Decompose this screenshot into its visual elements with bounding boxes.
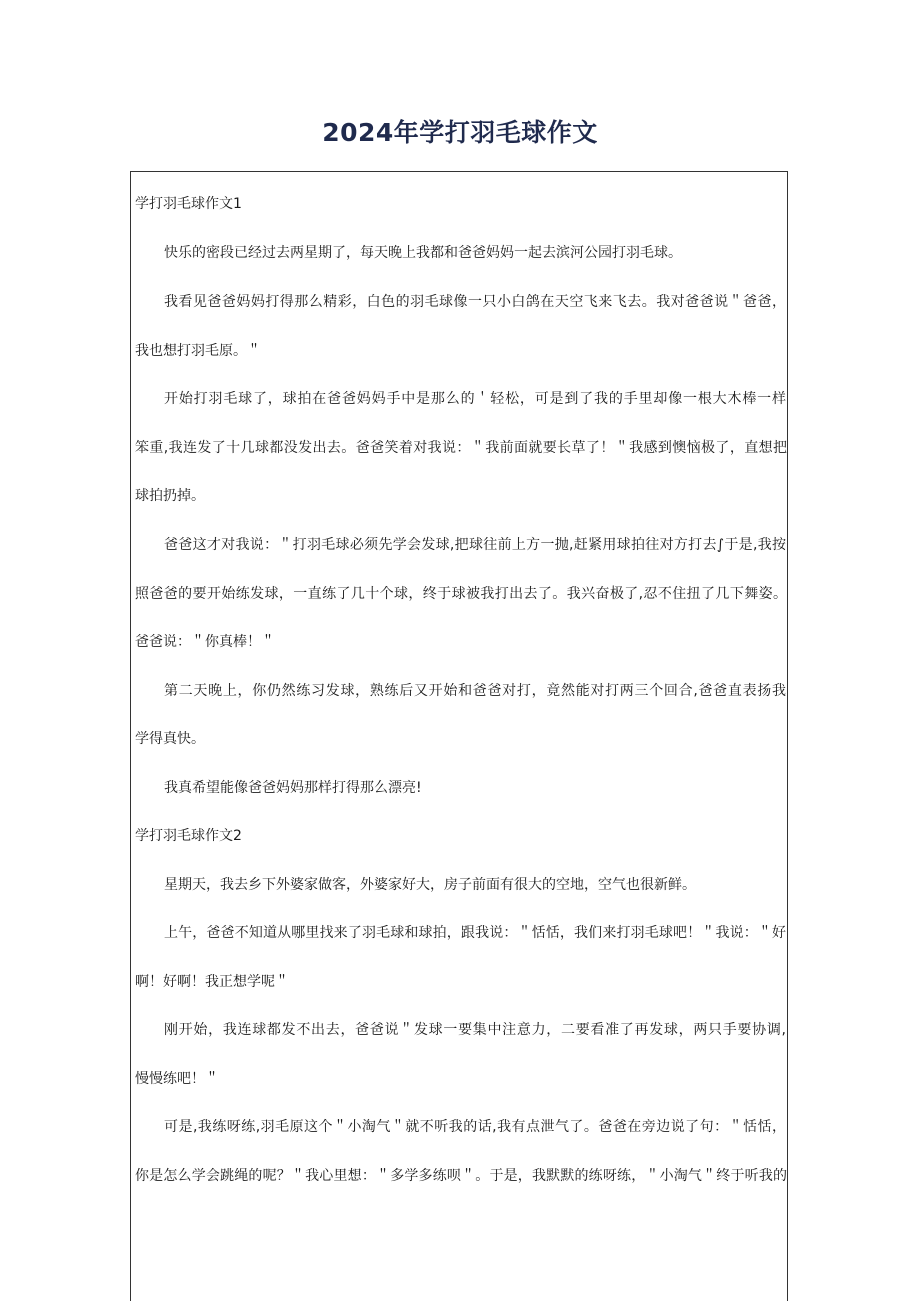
paragraph-line: 笨重,我连发了十几球都没发出去。爸爸笑着对我说：＂我前面就要长草了！＂我感到懊恼极了，直想把 <box>135 440 787 456</box>
paragraph-line: 第二天晚上，你仍然练习发球，熟练后又开始和爸爸对打，竟然能对打两三个回合,爸爸直表扬我 <box>164 683 786 699</box>
section-heading: 学打羽毛球作文2 <box>135 828 242 844</box>
paragraph-line: 刚开始，我连球都发不出去，爸爸说＂发球一要集中注意力，二要看准了再发球，两只手要协调, <box>164 1022 786 1038</box>
document-title: 2024年学打羽毛球作文 <box>322 118 598 147</box>
paragraph-line: 啊！好啊！我正想学呢＂ <box>135 974 289 990</box>
paragraph-line: 爸爸这才对我说：＂打羽毛球必须先学会发球,把球往前上方一抛,赶紧用球拍往对方打去∫于是,我按 <box>164 537 786 553</box>
paragraph-line: 开始打羽毛球了，球拍在爸爸妈妈手中是那么的＇轻松，可是到了我的手里却像一根大木棒一样 <box>164 391 786 407</box>
paragraph-line: 爸爸说：＂你真棒！＂ <box>135 634 275 650</box>
section-heading: 学打羽毛球作文1 <box>135 196 242 212</box>
paragraph-line: 照爸爸的要开始练发球，一直练了几十个球，终于球被我打出去了。我兴奋极了,忍不住扭了几下舞姿。 <box>135 586 787 602</box>
paragraph-line: 我也想打羽毛原。＂ <box>135 343 261 359</box>
paragraph-line: 慢慢练吧！＂ <box>135 1071 219 1087</box>
paragraph-line: 学得真快。 <box>135 731 205 747</box>
paragraph-line: 我看见爸爸妈妈打得那么精彩，白色的羽毛球像一只小白鸽在天空飞来飞去。我对爸爸说＂爸爸， <box>164 294 786 310</box>
paragraph-line: 快乐的密段已经过去两星期了，每天晚上我都和爸爸妈妈一起去滨河公园打羽毛球。 <box>164 245 682 261</box>
paragraph-line: 星期天，我去乡下外婆家做客，外婆家好大，房子前面有很大的空地，空气也很新鲜。 <box>164 877 696 893</box>
paragraph-line: 上午，爸爸不知道从哪里找来了羽毛球和球拍，跟我说：＂恬恬，我们来打羽毛球吧！＂我说：＂好 <box>164 925 786 941</box>
paragraph-line: 你是怎么学会跳绳的呢？＂我心里想：＂多学多练呗＂。于是，我默默的练呀练，＂小淘气＂终于听我的 <box>135 1168 787 1184</box>
paragraph-line: 球拍扔掉。 <box>135 488 205 504</box>
paragraph-line: 可是,我练呀练,羽毛原这个＂小淘气＂就不听我的话,我有点泄气了。爸爸在旁边说了句：＂恬恬， <box>164 1119 786 1135</box>
paragraph-line: 我真希望能像爸爸妈妈那样打得那么漂亮! <box>164 780 422 796</box>
